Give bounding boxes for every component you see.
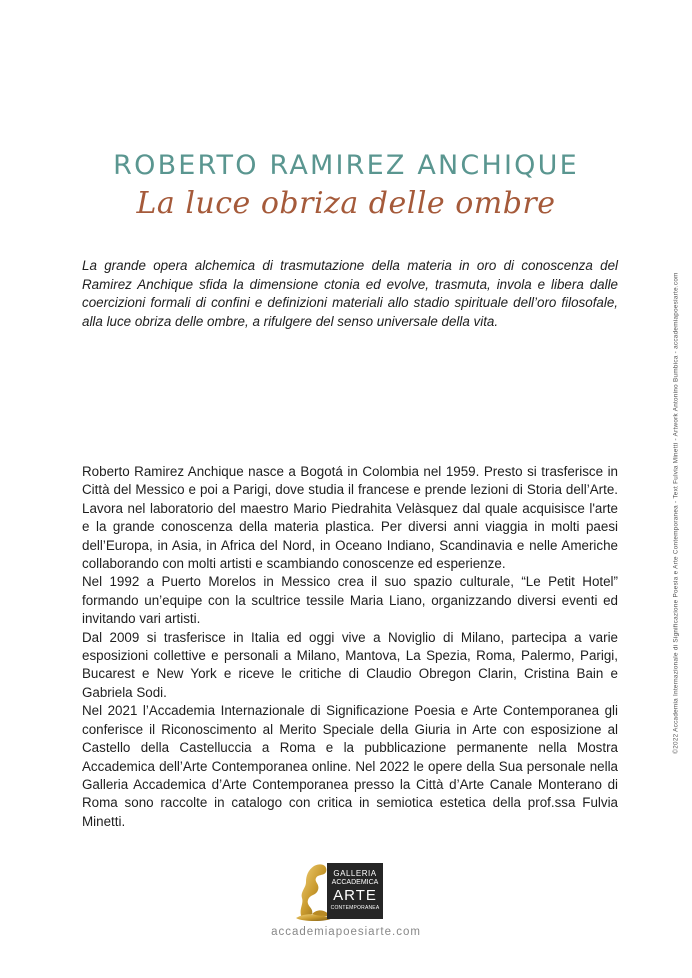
bio-paragraph: Roberto Ramirez Anchique nasce a Bogotá in Colombia nel 1959. Presto si trasferisce in Città del Messico e poi a Parigi, dove studia il francese e prende lezioni di Storia dell’Arte. Lavora nel laboratorio del maestro Mario Piedrahita Velàsquez dal quale acquisisce l'arte e la grande conoscenza della materia plastica. Per diversi anni viaggia in molti paesi dell’Europa, in Asia, in Africa del Nord, in Oceano Indiano, Scandinavia e nelle Americhe collaborando con molti artisti e scambiando conoscenze ed esperienze.	[82, 464, 618, 572]
logo-line-galleria: GALLERIA	[333, 869, 377, 878]
gallery-logo-box	[327, 863, 383, 919]
biography	[82, 463, 618, 831]
bio-paragraph: Nel 2021 l’Accademia Internazionale di Significazione Poesia e Arte Contemporanea gli conferisce il Riconoscimento al Merito Speciale della Giuria in Arte con esposizione al Castello della Castelluccia a Roma e la pubblicazione permanente nella Mostra Accademica dell’Arte Contemporanea online. Nel 2022 le opere della Sua personale nella Galleria Accademica d’Arte Contemporanea presso la Città d’Arte Canale Monterano di Roma sono raccolte in catalogo con critica in semiotica estetica della prof.ssa Fulvia Minetti.	[82, 703, 618, 829]
gallery-logo	[292, 860, 392, 924]
logo-line-accademica: ACCADEMICA	[331, 879, 379, 886]
logo-line-contemporanea: CONTEMPORANEA	[330, 905, 380, 911]
intro-paragraph: La grande opera alchemica di trasmutazione della materia in oro di conoscenza del Ramirez Anchique sfida la dimensione ctonia ed evolve, trasmuta, involа e libera dalle coercizioni formali di confini e definizioni materiali allo stadio spirituale dell’oro filosofale, alla luce obriza delle ombre, a rifulgere del senso universale della vita.	[82, 258, 618, 329]
bio-paragraph: Nel 1992 a Puerto Morelos in Messico crea il suo spazio culturale, “Le Petit Hotel” formando un’equipe con la scultrice tessile Maria Liano, organizzando diversi eventi ed invitando vari artisti.	[82, 574, 618, 627]
website-link[interactable]: accademiapoesiarte.com	[271, 926, 421, 938]
logo-line-arte: ARTE	[333, 887, 377, 904]
copyright-credit-text: ©2022 Accademia Internazionale di Significazione Poesia e Arte Contemporanea - Text Fulvia Minetti - Artwork Antonino Bumbica - accademiapoesiarte.com	[672, 272, 680, 754]
page-title: ROBERTO RAMIREZ ANCHIQUE	[113, 150, 579, 181]
page-subtitle: La luce obriza delle ombre	[136, 186, 556, 221]
bio-paragraph: Dal 2009 si trasferisce in Italia ed oggi vive a Noviglio di Milano, partecipa a varie esposizioni collettive e personali a Milano, Mantova, La Spezia, Roma, Palermo, Parigi, Bucarest e New York e riceve le critiche di Claudio Obregon Clarin, Cristina Bain e Gabriela Sodi.	[82, 629, 618, 700]
